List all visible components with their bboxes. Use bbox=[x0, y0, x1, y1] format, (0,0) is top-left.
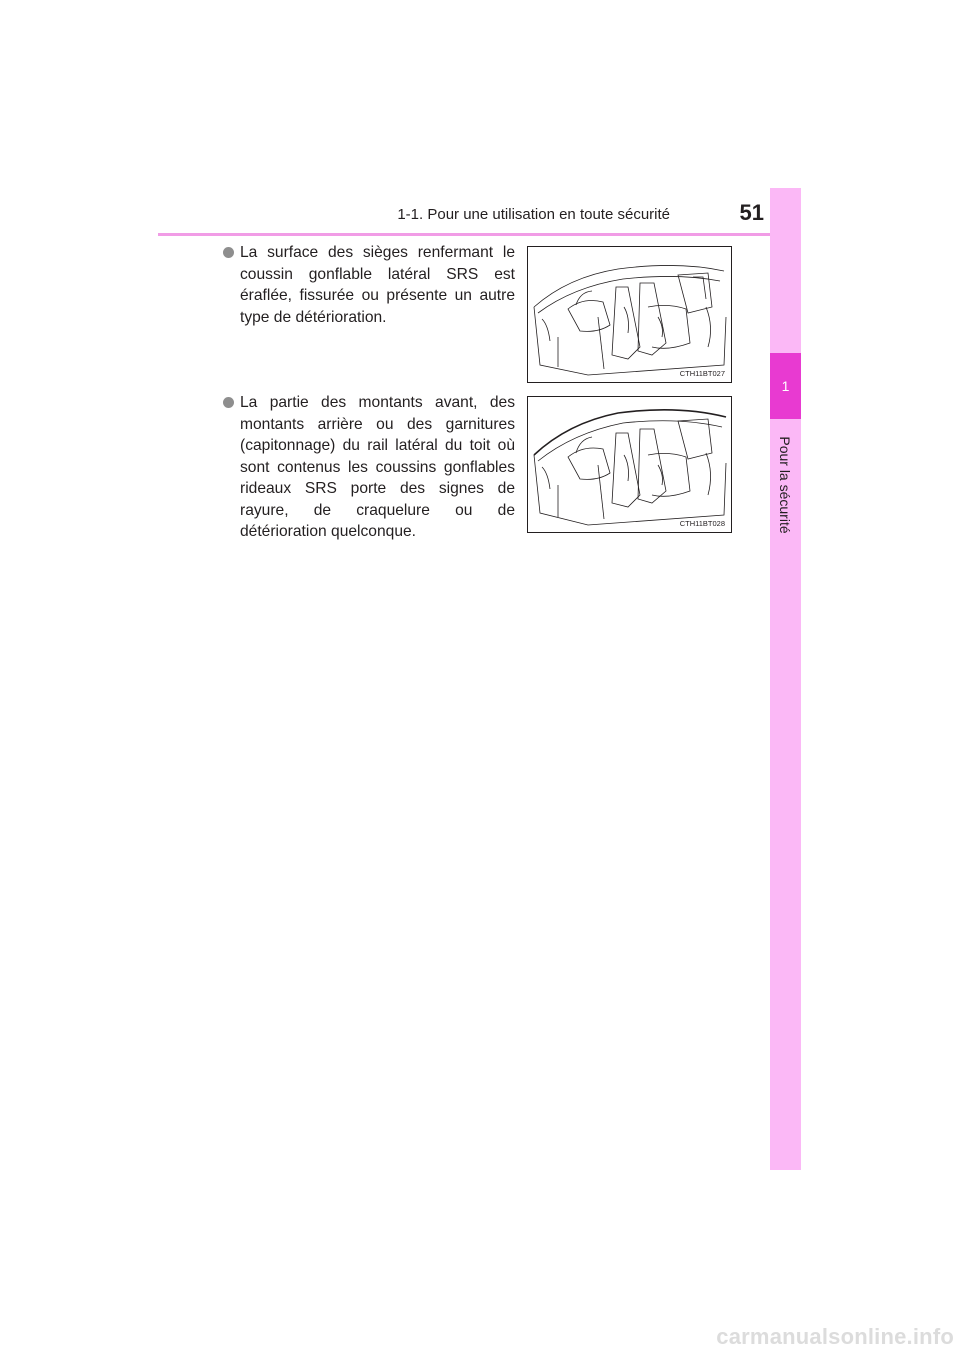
page-number: 51 bbox=[739, 200, 764, 225]
bullet-circle-icon bbox=[223, 397, 234, 408]
chapter-label: Pour la sécurité bbox=[777, 436, 793, 534]
bullet-circle-icon bbox=[223, 247, 234, 258]
chapter-side-tab bbox=[770, 188, 801, 1170]
header-divider bbox=[158, 233, 800, 236]
figure-code: CTH11BT028 bbox=[679, 519, 725, 528]
footer-watermark: carmanualsonline.info bbox=[716, 1324, 954, 1349]
bullet-text: La surface des sièges renfermant le coussin gonflable latéral SRS est éraflée, fissurée ou présente un autre type de détérioration. bbox=[240, 244, 515, 326]
bullet-item-seats bbox=[223, 242, 515, 328]
section-title: 1-1. Pour une utilisation en toute sécurité bbox=[397, 206, 670, 223]
bullet-text: La partie des montants avant, des montants arrière ou des garnitures (capitonnage) du rail latéral du toit où sont contenus les coussins gonflables rideaux SRS porte des signes de rayure, de craquelure ou de détérioration quelconque. bbox=[240, 394, 515, 540]
figure-curtain-airbag bbox=[527, 396, 732, 533]
car-interior-illustration bbox=[528, 247, 733, 384]
bullet-item-pillars bbox=[223, 392, 515, 543]
figure-seat-airbag bbox=[527, 246, 732, 383]
figure-code: CTH11BT027 bbox=[679, 369, 725, 378]
chapter-number-badge: 1 bbox=[770, 353, 801, 419]
car-interior-illustration bbox=[528, 397, 733, 534]
